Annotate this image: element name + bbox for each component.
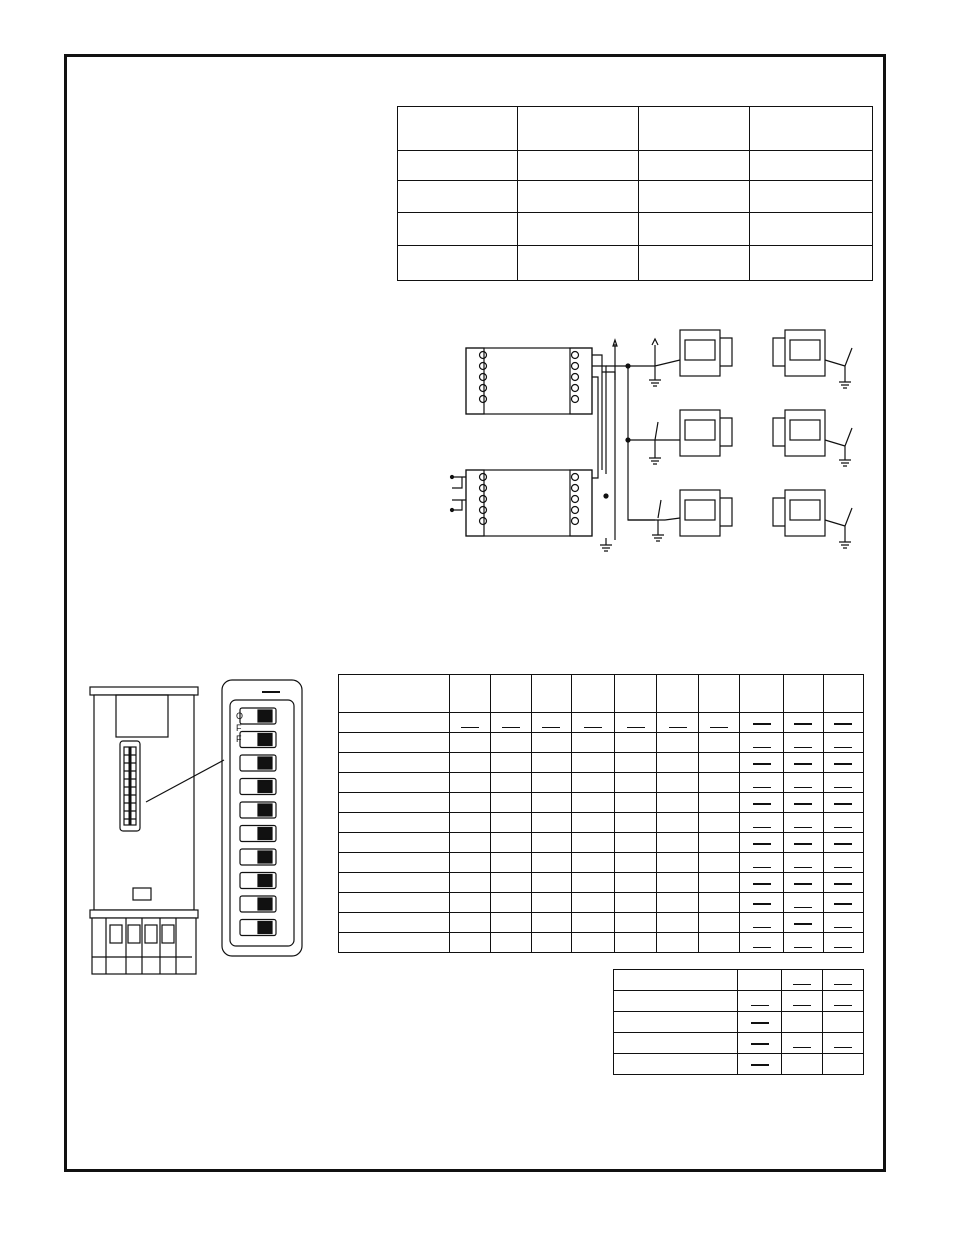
table-cell: [657, 753, 699, 773]
row-label: [339, 933, 450, 953]
table-cell: [657, 813, 699, 833]
table-cell: [639, 246, 750, 281]
table-cell: [517, 151, 639, 181]
row-label: [339, 893, 450, 913]
dip-switch-toggle: [258, 804, 272, 816]
table-cell: [740, 893, 784, 913]
table-cell: [657, 793, 699, 813]
switch-off-mark: [584, 727, 602, 728]
table-row: [339, 813, 864, 833]
table-cell: [490, 893, 531, 913]
table-cell: [740, 813, 784, 833]
table-cell: [449, 893, 490, 913]
table-cell: [398, 151, 518, 181]
table-cell: [823, 753, 863, 773]
table-cell: [615, 733, 657, 753]
table-row: [339, 933, 864, 953]
table-cell: [615, 793, 657, 813]
table-cell: [490, 813, 531, 833]
table-cell: [490, 773, 531, 793]
table-cell: [531, 853, 572, 873]
switch-off-mark: [753, 867, 771, 868]
table-cell: [740, 713, 784, 733]
column-header: [615, 675, 657, 713]
switch-settings-table: [338, 674, 864, 953]
table-cell: [782, 1033, 823, 1054]
table-cell: [823, 873, 863, 893]
switch-on-mark: [753, 883, 771, 885]
table-cell: [823, 713, 863, 733]
wiring-diagram: [430, 320, 870, 560]
switch-letter-f: F: [236, 734, 242, 744]
table-cell: [657, 933, 699, 953]
table-cell: [750, 181, 873, 213]
table-cell: [823, 853, 863, 873]
switch-off-mark: [834, 927, 852, 928]
column-header: [449, 675, 490, 713]
table-cell: [823, 793, 863, 813]
table-cell: [782, 1054, 823, 1075]
switch-off-mark: [793, 984, 811, 985]
top-table: [397, 106, 873, 281]
switch-off-mark: [834, 1005, 852, 1006]
table-cell: [823, 1012, 864, 1033]
row-label: [339, 833, 450, 853]
switch-off-mark: [753, 927, 771, 928]
dip-switch-toggle: [258, 875, 272, 887]
table-row: [398, 213, 873, 246]
table-cell: [615, 933, 657, 953]
table-cell: [738, 1033, 782, 1054]
table-cell: [823, 893, 863, 913]
switch-on-mark: [753, 903, 771, 905]
table-cell: [398, 246, 518, 281]
switch-off-mark: [461, 727, 479, 728]
table-cell: [572, 873, 615, 893]
switch-off-mark: [753, 747, 771, 748]
dip-switch-toggle: [258, 851, 272, 863]
switch-on-mark: [834, 903, 852, 905]
table-cell: [490, 873, 531, 893]
switch-off-mark: [710, 727, 728, 728]
table-cell: [572, 933, 615, 953]
switch-off-mark: [834, 787, 852, 788]
table-cell: [490, 913, 531, 933]
switch-off-mark: [793, 1005, 811, 1006]
table-cell: [572, 733, 615, 753]
table-cell: [398, 213, 518, 246]
table-cell: [639, 213, 750, 246]
switch-on-mark: [794, 843, 812, 845]
table-cell: [572, 793, 615, 813]
table-cell: [740, 933, 784, 953]
table-cell: [615, 773, 657, 793]
sensor-right-row2: [773, 410, 852, 466]
sensor-right-row1: [773, 330, 852, 388]
table-cell: [490, 833, 531, 853]
table-cell: [531, 913, 572, 933]
switch-on-mark: [751, 1022, 769, 1024]
callout-line: [140, 750, 230, 810]
column-header: [699, 675, 740, 713]
table-cell: [449, 753, 490, 773]
column-header: [823, 675, 863, 713]
table-cell: [699, 913, 740, 933]
table-row: [339, 793, 864, 813]
table-cell: [740, 753, 784, 773]
switch-off-mark: [834, 827, 852, 828]
table-cell: [398, 181, 518, 213]
table-cell: [449, 833, 490, 853]
table-cell: [784, 913, 824, 933]
table-cell: [490, 853, 531, 873]
table-cell: [784, 813, 824, 833]
row-label: [339, 793, 450, 813]
table-cell: [449, 873, 490, 893]
table-cell: [572, 773, 615, 793]
table-cell: [784, 793, 824, 813]
table-header-row: [339, 675, 864, 713]
table-cell: [517, 181, 639, 213]
table-row: [339, 753, 864, 773]
table-cell: [615, 713, 657, 733]
switch-settings-subtable: [613, 969, 864, 1075]
table-cell: [572, 753, 615, 773]
table-cell: [490, 713, 531, 733]
switch-off-mark: [794, 947, 812, 948]
table-cell: [750, 107, 873, 151]
table-cell: [449, 793, 490, 813]
row-label: [614, 1012, 738, 1033]
switch-off-mark: [793, 1047, 811, 1048]
row-label: [614, 970, 738, 991]
table-cell: [615, 753, 657, 773]
table-cell: [738, 1012, 782, 1033]
column-header: [784, 675, 824, 713]
row-label: [339, 853, 450, 873]
table-cell: [657, 893, 699, 913]
table-row: [398, 246, 873, 281]
table-cell: [615, 913, 657, 933]
switch-on-mark: [751, 1064, 769, 1066]
table-row: [398, 151, 873, 181]
table-cell: [823, 773, 863, 793]
table-row: [614, 970, 864, 991]
table-cell: [517, 246, 639, 281]
table-cell: [615, 893, 657, 913]
dip-switch-toggle: [258, 734, 272, 746]
table-cell: [784, 833, 824, 853]
controller-unit-upper: [466, 348, 592, 414]
table-cell: [517, 107, 639, 151]
table-cell: [823, 833, 863, 853]
switch-off-mark: [834, 867, 852, 868]
table-cell: [639, 181, 750, 213]
switch-on-mark: [834, 763, 852, 765]
table-cell: [657, 873, 699, 893]
dip-switch-toggle: [258, 898, 272, 910]
dip-switch-toggle: [258, 922, 272, 934]
table-cell: [657, 833, 699, 853]
table-cell: [657, 773, 699, 793]
switch-on-mark: [753, 803, 771, 805]
controller-unit-lower: [451, 470, 593, 536]
table-cell: [699, 853, 740, 873]
bus-wires: [592, 340, 665, 551]
table-cell: [823, 933, 863, 953]
table-cell: [823, 970, 864, 991]
table-cell: [398, 107, 518, 151]
table-cell: [750, 246, 873, 281]
table-cell: [572, 913, 615, 933]
table-cell: [699, 773, 740, 793]
table-cell: [699, 833, 740, 853]
table-row: [339, 913, 864, 933]
switch-off-mark: [669, 727, 687, 728]
table-cell: [639, 151, 750, 181]
table-row: [339, 773, 864, 793]
switch-off-mark: [542, 727, 560, 728]
sensor-left-row3: [652, 490, 732, 541]
switch-letter-f: F: [236, 722, 242, 733]
table-cell: [784, 713, 824, 733]
dip-switch-toggle: [258, 710, 272, 722]
table-cell: [531, 893, 572, 913]
table-cell: [782, 1012, 823, 1033]
switch-off-mark: [627, 727, 645, 728]
table-cell: [531, 793, 572, 813]
table-row: [339, 873, 864, 893]
table-cell: [784, 753, 824, 773]
table-cell: [615, 813, 657, 833]
table-cell: [572, 833, 615, 853]
table-cell: [823, 813, 863, 833]
row-label: [614, 1033, 738, 1054]
table-cell: [517, 213, 639, 246]
table-cell: [572, 813, 615, 833]
table-row: [339, 713, 864, 733]
switch-off-mark: [834, 984, 852, 985]
switch-off-mark: [794, 907, 812, 908]
table-cell: [657, 913, 699, 933]
table-cell: [449, 853, 490, 873]
row-label: [339, 873, 450, 893]
table-cell: [449, 733, 490, 753]
switch-on-mark: [753, 763, 771, 765]
table-cell: [490, 793, 531, 813]
table-cell: [657, 713, 699, 733]
table-row: [614, 1012, 864, 1033]
table-cell: [740, 773, 784, 793]
table-cell: [531, 733, 572, 753]
sensor-left-row2: [649, 410, 732, 464]
switch-off-letters: [236, 711, 246, 746]
switch-off-mark: [794, 867, 812, 868]
module-side-view: [88, 685, 202, 975]
column-header: [490, 675, 531, 713]
table-cell: [657, 733, 699, 753]
table-cell: [699, 753, 740, 773]
table-cell: [531, 753, 572, 773]
terminal-block: [92, 918, 196, 974]
dip-switch-enlarged: [220, 678, 304, 958]
switch-on-mark: [753, 843, 771, 845]
table-cell: [823, 733, 863, 753]
column-header: [572, 675, 615, 713]
sensor-grid: [649, 330, 852, 548]
switch-off-mark: [834, 747, 852, 748]
table-cell: [740, 913, 784, 933]
table-cell: [784, 853, 824, 873]
switch-on-mark: [794, 803, 812, 805]
table-cell: [449, 913, 490, 933]
switch-off-mark: [502, 727, 520, 728]
switch-off-mark: [753, 787, 771, 788]
row-label: [614, 1054, 738, 1075]
table-cell: [531, 933, 572, 953]
switch-on-mark: [753, 723, 771, 725]
table-cell: [490, 733, 531, 753]
row-label: [339, 813, 450, 833]
table-cell: [784, 933, 824, 953]
switch-off-mark: [834, 1047, 852, 1048]
row-label: [339, 713, 450, 733]
switch-off-mark: [753, 827, 771, 828]
table-cell: [531, 873, 572, 893]
table-cell: [823, 1054, 864, 1075]
table-row: [614, 1033, 864, 1054]
table-cell: [784, 733, 824, 753]
table-cell: [490, 753, 531, 773]
table-row: [339, 733, 864, 753]
dip-switch-toggle: [258, 828, 272, 840]
table-row: [339, 833, 864, 853]
table-cell: [823, 913, 863, 933]
table-cell: [750, 151, 873, 181]
row-label: [614, 991, 738, 1012]
row-label: [339, 753, 450, 773]
table-cell: [449, 933, 490, 953]
switch-on-mark: [794, 763, 812, 765]
table-cell: [615, 833, 657, 853]
switch-off-mark: [794, 747, 812, 748]
dip-switch-toggle: [258, 781, 272, 793]
table-cell: [531, 833, 572, 853]
table-cell: [782, 991, 823, 1012]
table-cell: [572, 893, 615, 913]
table-cell: [782, 970, 823, 991]
table-row: [339, 853, 864, 873]
switch-on-mark: [794, 723, 812, 725]
table-cell: [615, 853, 657, 873]
column-header: [339, 675, 450, 713]
switch-off-mark: [753, 947, 771, 948]
table-row: [339, 893, 864, 913]
table-cell: [738, 991, 782, 1012]
table-cell: [750, 213, 873, 246]
table-cell: [738, 970, 782, 991]
column-header: [740, 675, 784, 713]
table-cell: [699, 733, 740, 753]
table-cell: [740, 733, 784, 753]
sensor-left-row1: [649, 330, 732, 386]
table-cell: [531, 713, 572, 733]
table-row: [614, 1054, 864, 1075]
table-cell: [699, 893, 740, 913]
table-cell: [699, 713, 740, 733]
switch-on-mark: [794, 923, 812, 925]
switch-letter-o: O: [236, 711, 244, 721]
switch-on-mark: [834, 883, 852, 885]
switch-off-mark: [794, 787, 812, 788]
table-cell: [699, 793, 740, 813]
table-cell: [531, 813, 572, 833]
row-label: [339, 733, 450, 753]
table-cell: [490, 933, 531, 953]
table-cell: [823, 991, 864, 1012]
row-label: [339, 773, 450, 793]
table-cell: [784, 893, 824, 913]
table-row: [398, 181, 873, 213]
table-cell: [740, 853, 784, 873]
dip-switch-toggle: [258, 757, 272, 769]
table-cell: [572, 713, 615, 733]
table-row: [614, 991, 864, 1012]
table-cell: [449, 773, 490, 793]
table-cell: [738, 1054, 782, 1075]
row-label: [339, 913, 450, 933]
column-header: [531, 675, 572, 713]
switch-off-mark: [794, 827, 812, 828]
table-cell: [699, 933, 740, 953]
table-cell: [657, 853, 699, 873]
table-cell: [449, 713, 490, 733]
switch-off-mark: [751, 1005, 769, 1006]
switch-on-mark: [834, 723, 852, 725]
switch-off-mark: [834, 947, 852, 948]
switch-on-mark: [834, 843, 852, 845]
table-cell: [740, 793, 784, 813]
table-cell: [572, 853, 615, 873]
switch-on-mark: [751, 1043, 769, 1045]
table-cell: [740, 833, 784, 853]
table-cell: [639, 107, 750, 151]
switch-on-mark: [794, 883, 812, 885]
table-cell: [740, 873, 784, 893]
table-cell: [449, 813, 490, 833]
table-cell: [823, 1033, 864, 1054]
table-cell: [784, 773, 824, 793]
table-cell: [699, 873, 740, 893]
sensor-right-row3: [773, 490, 852, 548]
table-row: [398, 107, 873, 151]
table-cell: [531, 773, 572, 793]
switch-on-mark: [834, 803, 852, 805]
table-cell: [699, 813, 740, 833]
table-cell: [784, 873, 824, 893]
table-cell: [615, 873, 657, 893]
column-header: [657, 675, 699, 713]
